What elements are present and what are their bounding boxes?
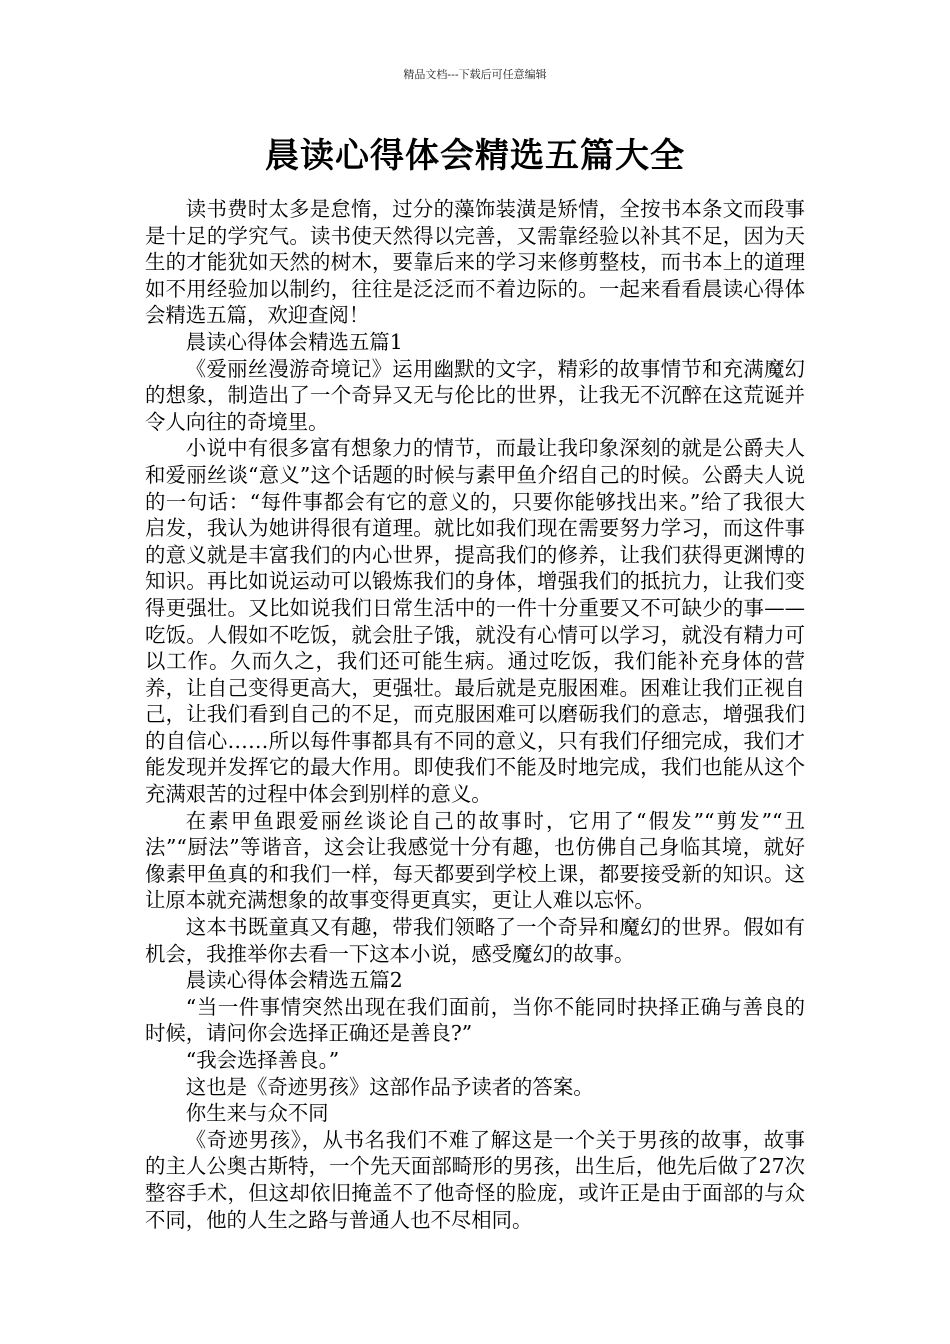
- body-paragraph: 《爱丽丝漫游奇境记》运用幽默的文字，精彩的故事情节和充满魔幻的想象，制造出了一个奇异又无与伦比的世界，让我无不沉醉在这荒诞并令人向往的奇境里。: [145, 356, 805, 434]
- document-body: [145, 196, 805, 1233]
- body-paragraph: “我会选择善良。”: [185, 1048, 340, 1072]
- body-paragraph: 《奇迹男孩》，从书名我们不难了解这是一个关于男孩的故事，故事的主人公奥古斯特，一个先天面部畸形的男孩，出生后，他先后做了27次整容手术，但这却依旧掩盖不了他奇怪的脸庞，或许正是由于面部的与众不同，他的人生之路与普通人也不尽相同。: [145, 1127, 805, 1232]
- body-paragraph: 这也是《奇迹男孩》这部作品予读者的答案。: [185, 1074, 594, 1099]
- document-title: 晨读心得体会精选五篇大全: [265, 136, 685, 176]
- body-paragraph: 小说中有很多富有想象力的情节，而最让我印象深刻的就是公爵夫人和爱丽丝谈“意义”这个话题的时候与素甲鱼介绍自己的时候。公爵夫人说的一句话：“每件事都会有它的意义的，只要你能够找出来。”给了我很大启发，我认为她讲得很有道理。就比如我们现在需要努力学习，而这件事的意义就是丰富我们的内心世界，提高我们的修养，让我们获得更渊博的知识。再比如说运动可以锻炼我们的身体，增强我们的抵抗力，让我们变得更强壮。又比如说我们日常生活中的一件十分重要又不可缺少的事——吃饭。人假如不吃饭，就会肚子饿，就没有心情可以学习，就没有精力可以工作。久而久之，我们还可能生病。通过吃饭，我们能补充身体的营养，让自己变得更高大，更强壮。最后就是克服困难。困难让我们正视自己，让我们看到自己的不足，而克服困难可以磨砺我们的意志，增强我们的自信心……所以每件事都具有不同的意义，只有我们仔细完成，我们才能发现并发挥它的最大作用。即使我们不能及时地完成，我们也能从这个充满艰苦的过程中体会到别样的意义。: [145, 436, 805, 807]
- header-note: 精品文档---下载后可任意编辑: [403, 68, 547, 81]
- body-paragraph: 你生来与众不同: [185, 1101, 329, 1126]
- body-paragraph: “当一件事情突然出现在我们面前，当你不能同时抉择正确与善良的时候，请问你会选择正确还是善良?”: [145, 994, 805, 1046]
- body-paragraph: 在素甲鱼跟爱丽丝谈论自己的故事时，它用了“假发”“剪发”“丑法”“厨法”等谐音，这会让我感觉十分有趣，也仿佛自己身临其境，就好像素甲鱼真的和我们一样，每天都要到学校上课，都要接受新的知识。这让原本就充满想象的故事变得更真实，更让人难以忘怀。: [145, 808, 805, 913]
- intro-paragraph: 读书费时太多是怠惰，过分的藻饰装潢是矫情，全按书本条文而段事是十足的学究气。读书使天然得以完善，又需靠经验以补其不足，因为天生的才能犹如天然的树木，要靠后来的学习来修剪整枝，而书本上的道理如不用经验加以制约，往往是泛泛而不着边际的。一起来看看晨读心得体会精选五篇，欢迎查阅！: [145, 197, 805, 328]
- section-heading-1: 晨读心得体会精选五篇1: [185, 329, 403, 354]
- section-heading-2: 晨读心得体会精选五篇2: [185, 968, 403, 993]
- body-paragraph: 这本书既童真又有趣，带我们领略了一个奇异和魔幻的世界。假如有机会，我推举你去看一下这本小说，感受魔幻的故事。: [145, 915, 805, 966]
